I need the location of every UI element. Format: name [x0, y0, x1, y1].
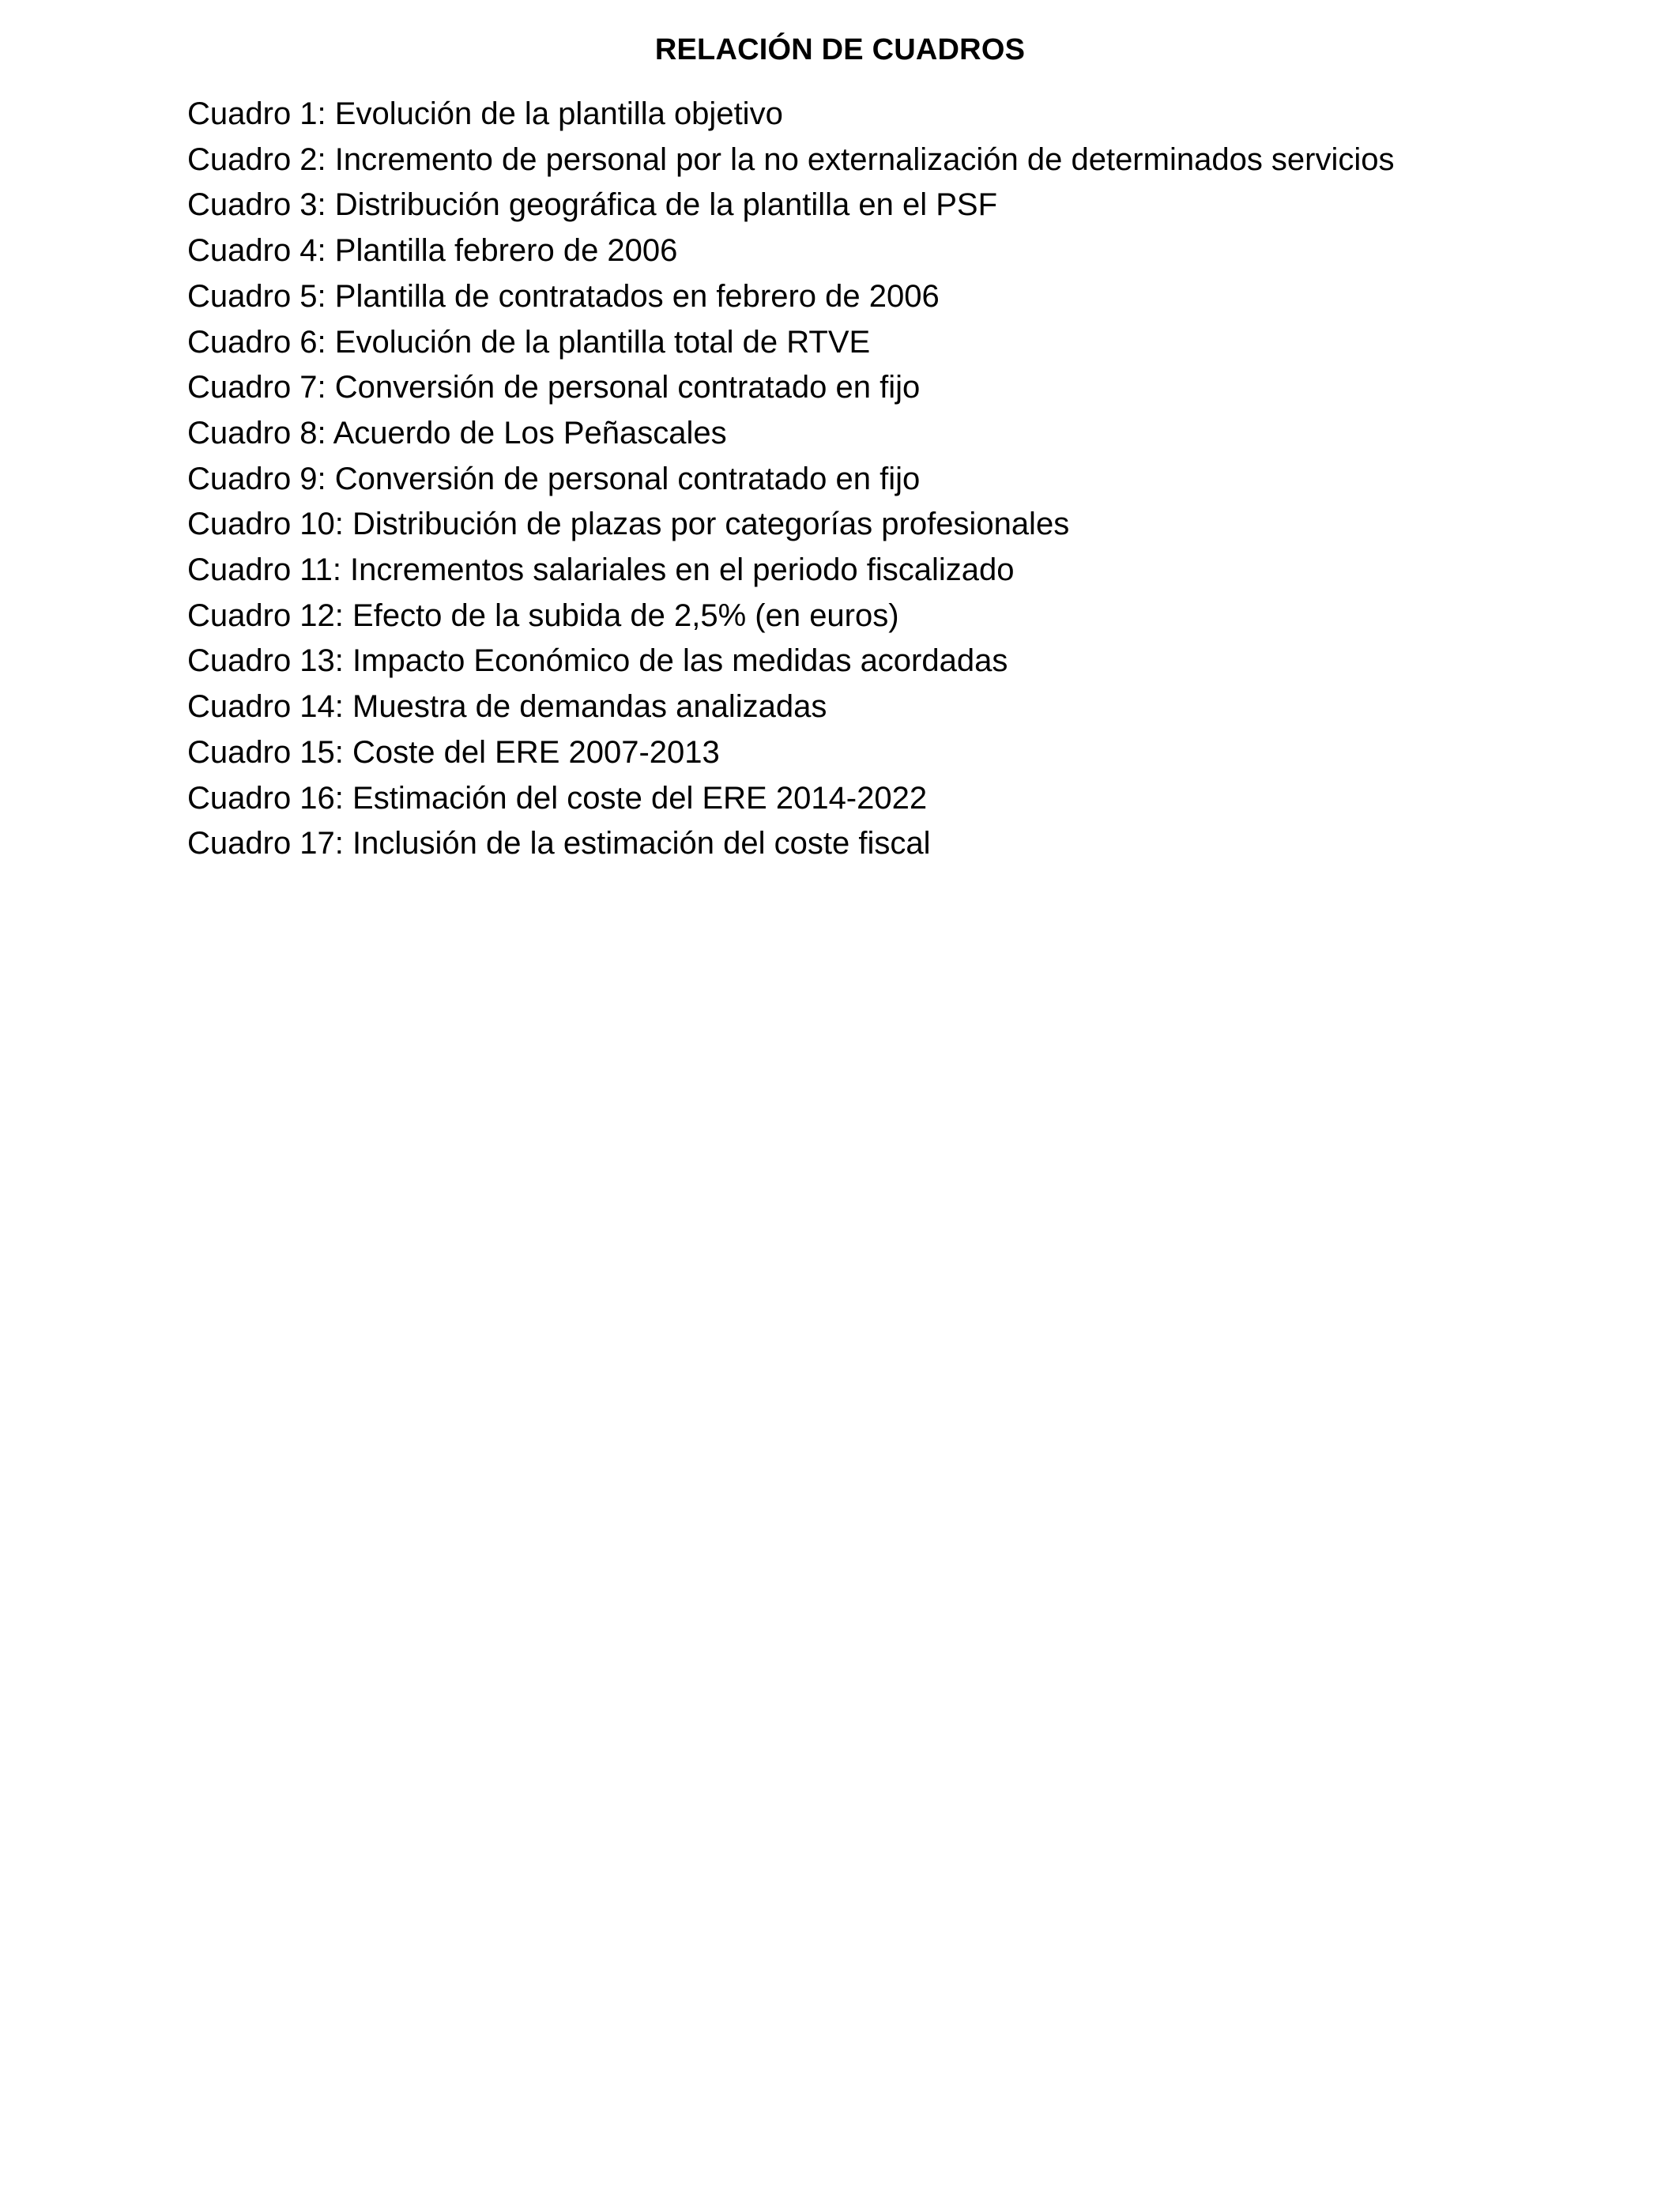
list-item: Cuadro 10: Distribución de plazas por categorías profesionales [187, 507, 1070, 542]
list-item: Cuadro 3: Distribución geográfica de la plantilla en el PSF [187, 187, 998, 223]
list-item: Cuadro 5: Plantilla de contratados en febrero de 2006 [187, 278, 940, 314]
list-item: Cuadro 7: Conversión de personal contratado en fijo [187, 370, 921, 405]
list-item: Cuadro 9: Conversión de personal contratado en fijo [187, 461, 921, 496]
list-item: Cuadro 2: Incremento de personal por la no externalización de determinados servicios [187, 141, 1395, 177]
table-list [187, 92, 1395, 867]
page-title: RELACIÓN DE CUADROS [654, 33, 1026, 67]
list-item: Cuadro 16: Estimación del coste del ERE 2014-2022 [187, 780, 928, 816]
list-item: Cuadro 12: Efecto de la subida de 2,5% (en euros) [187, 598, 899, 633]
list-item: Cuadro 13: Impacto Económico de las medidas acordadas [187, 643, 1008, 679]
list-item: Cuadro 4: Plantilla febrero de 2006 [187, 233, 678, 269]
list-item: Cuadro 6: Evolución de la plantilla total de RTVE [187, 324, 871, 360]
list-item: Cuadro 8: Acuerdo de Los Peñascales [187, 415, 727, 450]
list-item: Cuadro 14: Muestra de demandas analizadas [187, 689, 827, 725]
list-item: Cuadro 11: Incrementos salariales en el periodo fiscalizado [187, 552, 1015, 588]
list-item: Cuadro 15: Coste del ERE 2007-2013 [187, 734, 720, 770]
list-item: Cuadro 1: Evolución de la plantilla objetivo [187, 96, 783, 131]
list-item: Cuadro 17: Inclusión de la estimación del coste fiscal [187, 826, 931, 861]
